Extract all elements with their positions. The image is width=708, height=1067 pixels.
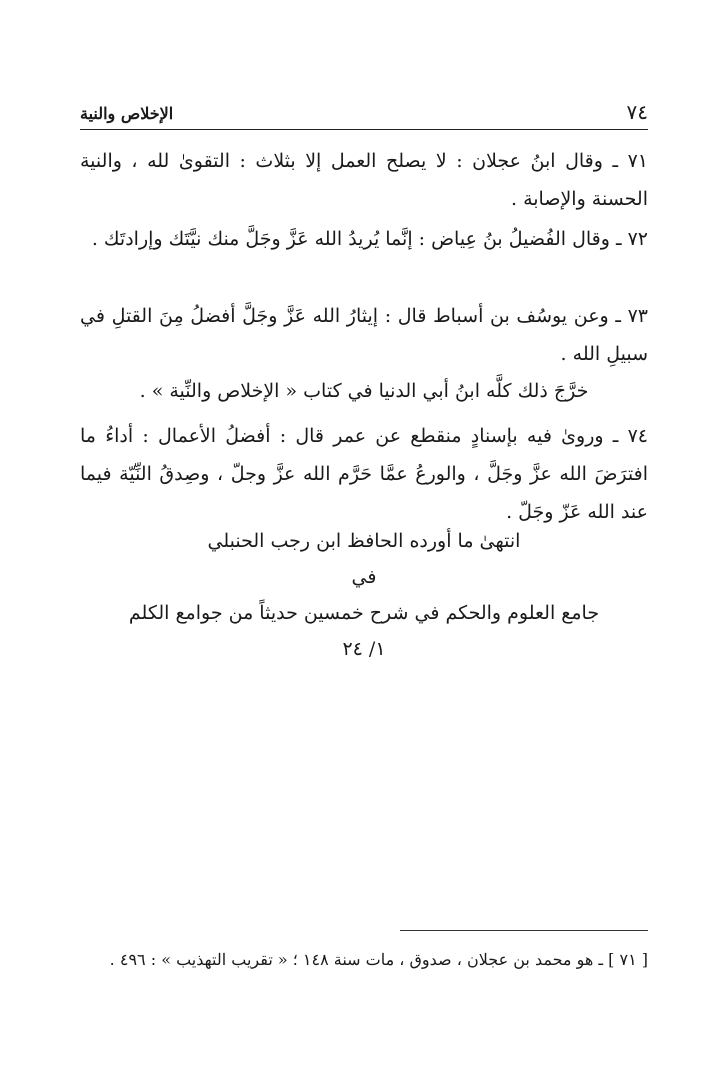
paragraph-74: ٧٤ ـ وروىٰ فيه بإسنادٍ منقطع عن عمر قال : أفضلُ الأعمال : أداءُ ما افترَضَ الله عزَّ وجَلَّ ، والورعُ عمَّا حَرَّم الله عزَّ وجلّ ، وصِدقُ النِّيّة فيما عند الله عَزّ وجَلّ . [80, 425, 648, 523]
header-rule [80, 129, 648, 130]
takhrij-note: خرَّجَ ذلك كلَّه ابنُ أبي الدنيا في كتاب « الإخلاص والنِّية » . [139, 380, 589, 402]
colophon-line-2: في [351, 566, 377, 588]
page-header [80, 100, 648, 130]
colophon-reference: ١/ ٢٤ [342, 638, 386, 660]
footnote-rule [400, 930, 648, 931]
paragraph-71: ٧١ ـ وقال ابنُ عجلان : لا يصلح العمل إلا بثلاث : التقوىٰ لله ، والنية الحسنة والإصابة . [80, 150, 648, 210]
colophon-line-1: انتهىٰ ما أورده الحافظ ابن رجب الحنبلي [207, 530, 521, 552]
paragraph-72: ٧٢ ـ وقال الفُضيلُ بنُ عِياض : إنَّما يُريدُ الله عَزَّ وجَلَّ منك نيَّتَك وإرادتَك . [91, 228, 648, 250]
running-title: الإخلاص والنية [80, 104, 174, 123]
paragraph-73: ٧٣ ـ وعن يوسُف بن أسباط قال : إيثارُ الله عَزَّ وجَلَّ أفضلُ مِنَ القتلِ في سبيلِ الله . [80, 305, 648, 365]
colophon-line-3: جامع العلوم والحكم في شرح خمسين حديثاً من جوامع الكلم [128, 602, 600, 624]
page-number: ٧٤ [626, 100, 648, 124]
footnote: [ ٧١ ] ـ هو محمد بن عجلان ، صدوق ، مات سنة ١٤٨ ؛ « تقريب التهذيب » : ٤٩٦ . [109, 950, 648, 969]
